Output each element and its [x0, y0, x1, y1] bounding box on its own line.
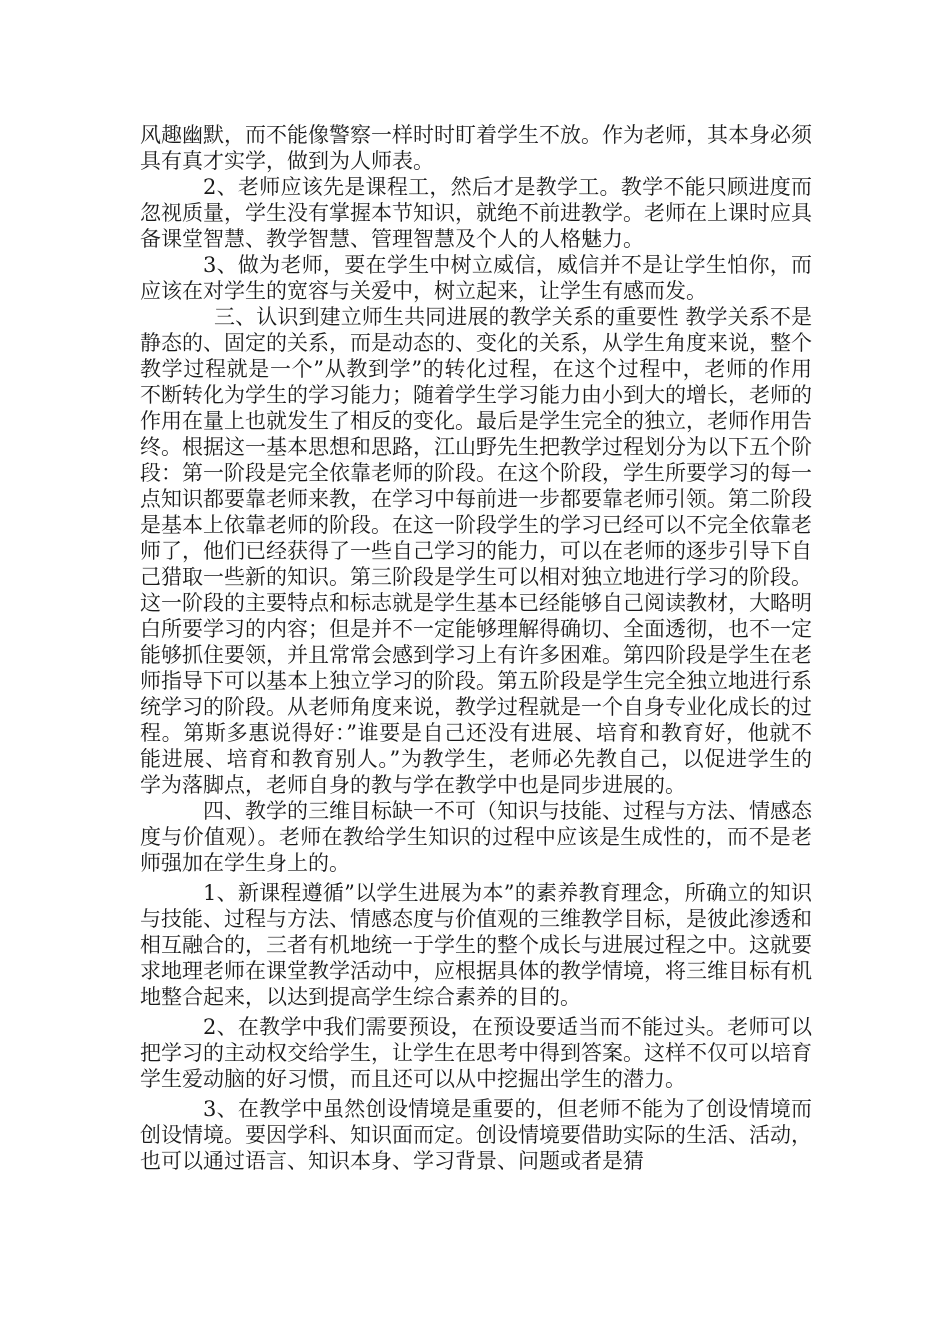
paragraph-section-four-point-1: 1、新课程遵循”以学生进展为本”的素养教育理念，所确立的知识与技能、过程与方法、情感态度与价值观的三维教学目标，是彼此渗透和相互融合的，三者有机地统一于学生的整个成长与进展过程之中。这就要求地理老师在课堂教学活动中，应根据具体的教学情境，将三维目标有机地整合起来，以达到提高学生综合素养的目的。 [140, 881, 812, 1009]
paragraph-section-four: 四、教学的三维目标缺一不可（知识与技能、过程与方法、情感态度与价值观）。老师在教给学生知识的过程中应该是生成性的，而不是老师强加在学生身上的。 [140, 799, 812, 875]
paragraph-point-3: 3、做为老师，要在学生中树立威信，威信并不是让学生怕你，而应该在对学生的宽容与关爱中，树立起来，让学生有感而发。 [140, 253, 812, 303]
paragraph-point-2: 2、老师应该先是课程工，然后才是教学工。教学不能只顾进度而忽视质量，学生没有掌握本节知识，就绝不前进教学。老师在上课时应具备课堂智慧、教学智慧、管理智慧及个人的人格魅力。 [140, 175, 812, 251]
paragraph-section-three: 三、认识到建立师生共同进展的教学关系的重要性 教学关系不是静态的、固定的关系，而是动态的、变化的关系，从学生角度来说，整个教学过程就是一个”从教到学”的转化过程，在这个过程中，老师的作用不断转化为学生的学习能力；随着学生学习能力由小到大的增长，老师的作用在量上也就发生了相反的变化。最后是学生完全的独立，老师作用告终。根据这一基本思想和思路，江山野先生把教学过程划分为以下五个阶段：第一阶段是完全依靠老师的阶段。在这个阶段，学生所要学习的每一点知识都要靠老师来教，在学习中每前进一步都要靠老师引领。第二阶段是基本上依靠老师的阶段。在这一阶段学生的学习已经可以不完全依靠老师了，他们已经获得了一些自己学习的能力，可以在老师的逐步引导下自己猎取一些新的知识。第三阶段是学生可以相对独立地进行学习的阶段。这一阶段的主要特点和标志就是学生基本已经能够自己阅读教材，大略明白所要学习的内容；但是并不一定能够理解得确切、全面透彻，也不一定能够抓住要领，并且常常会感到学习上有许多困难。第四阶段是学生在老师指导下可以基本上独立学习的阶段。第五阶段是学生完全独立地进行系统学习的阶段。从老师角度来说，教学过程就是一个自身专业化成长的过程。第斯多惠说得好：”谁要是自己还没有进展、培育和教育好，他就不能进展、培育和教育别人。”为教学生，老师必先教自己，以促进学生的学为落脚点，老师自身的教与学在教学中也是同步进展的。 [140, 305, 812, 797]
paragraph-section-four-point-3: 3、在教学中虽然创设情境是重要的，但老师不能为了创设情境而创设情境。要因学科、知识面而定。创设情境要借助实际的生活、活动，也可以通过语言、知识本身、学习背景、问题或者是猜 [140, 1097, 812, 1173]
paragraph-continuation: 风趣幽默，而不能像警察一样时时盯着学生不放。作为老师，其本身必须具有真才实学，做到为人师表。 [140, 123, 812, 173]
document-page [140, 122, 812, 1174]
paragraph-section-four-point-2: 2、在教学中我们需要预设，在预设要适当而不能过头。老师可以把学习的主动权交给学生，让学生在思考中得到答案。这样不仅可以培育学生爱动脑的好习惯，而且还可以从中挖掘出学生的潜力。 [140, 1015, 812, 1091]
